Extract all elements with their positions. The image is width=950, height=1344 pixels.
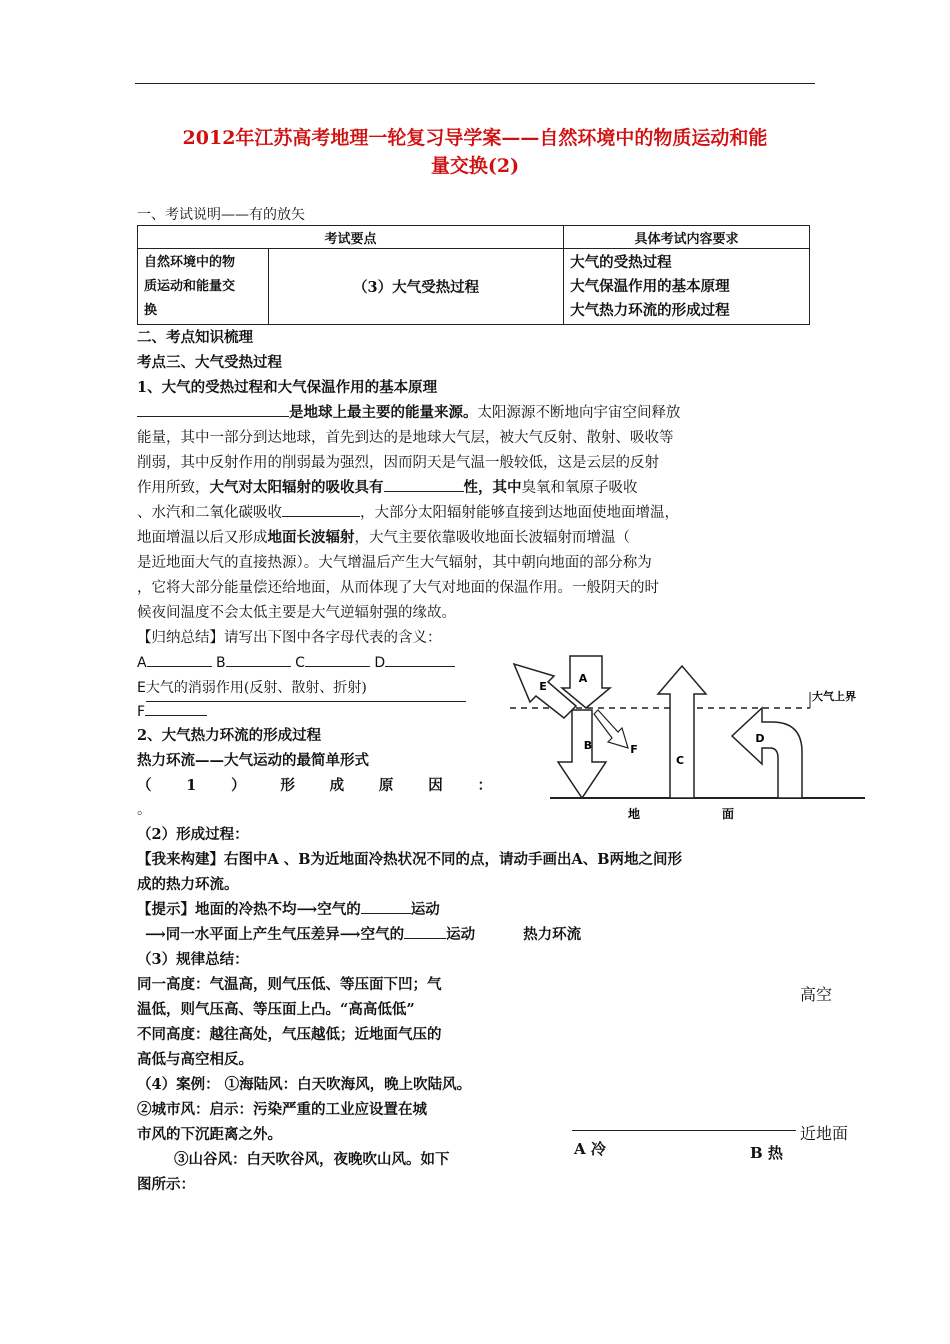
- letter-label: F: [137, 704, 146, 720]
- arrow-right-icon: ⟶: [339, 926, 361, 943]
- cause-char: 成: [329, 777, 345, 794]
- letter-f-row: [137, 700, 207, 725]
- letter-label: E: [137, 680, 146, 696]
- para-line-6: [137, 526, 630, 551]
- letter-label: A: [137, 655, 147, 671]
- letters-row-abcd: [137, 651, 455, 676]
- section-exam-description: 一、考试说明——有的放矢: [137, 207, 305, 223]
- formation-cause: [137, 774, 492, 799]
- table-cell-topic: [138, 249, 269, 325]
- ground-label: 面: [722, 807, 735, 821]
- arrow-d: [732, 708, 802, 798]
- para-line-2: 能量，其中一部分到达地球，首先到达的是地球大气层，被大气反射、散射、吸收等: [137, 430, 674, 446]
- cause-char: （: [137, 777, 152, 794]
- label-a-cold: A 冷: [574, 1140, 606, 1158]
- case-line: （4）案例： ①海陆风：白天吹海风，晚上吹陆风。: [137, 1076, 472, 1093]
- upper-boundary-label: 大气上界: [812, 690, 856, 703]
- para-text: 太阳源源不断地向宇宙空间释放: [477, 405, 681, 421]
- construct-line-2: 成的热力环流。: [137, 876, 239, 893]
- hint-text: 【提示】地面的冷热不均: [137, 901, 297, 918]
- label-near-ground: 近地面: [800, 1124, 849, 1143]
- letter-label: B: [216, 655, 226, 671]
- cause-char: 形: [280, 777, 295, 794]
- hint-line-2: [145, 923, 581, 948]
- para-bold: 大气对太阳辐射的吸收具有: [209, 479, 384, 496]
- para-text: 作用所致，: [137, 480, 210, 496]
- para-line-8: ，它将大部分能量偿还给地面，从而体现了大气对地面的保温作用。一般阴天的时: [137, 580, 659, 596]
- para-line-9: 候夜间温度不会太低主要是大气逆辐射强的缘故。: [137, 605, 456, 621]
- answer-blank[interactable]: [305, 652, 370, 667]
- arrow-right-icon: ⟶: [145, 926, 166, 943]
- cause-answer-dot: 。: [137, 802, 152, 818]
- rule-heading: （3）规律总结：: [137, 951, 249, 968]
- topic-line: 自然环境中的物: [144, 254, 236, 270]
- rule-line: 温低，则气压高、等压面上凸。“高高低低”: [137, 1001, 415, 1018]
- rule-line: 高低与高空相反。: [137, 1051, 253, 1068]
- diagram-letter: D: [755, 732, 765, 745]
- answer-blank[interactable]: [226, 652, 291, 667]
- arrow-right-icon: ⟶: [296, 901, 318, 918]
- hint-line-1: [137, 898, 440, 923]
- title-line-1: 2012年江苏高考地理一轮复习导学案——自然环境中的物质运动和能: [182, 127, 768, 149]
- requirement-item: 大气保温作用的基本原理: [570, 277, 730, 295]
- table-header-requirements: 具体考试内容要求: [564, 226, 810, 249]
- answer-blank[interactable]: [404, 924, 446, 939]
- label-b-hot: B 热: [750, 1144, 783, 1162]
- requirement-item: 大气的受热过程: [570, 253, 672, 271]
- para-bold: 性，其中: [463, 479, 522, 496]
- hint-text: 热力环流: [523, 926, 582, 943]
- para-text: ，大部分太阳辐射能够直接到达地面使地面增温，: [360, 505, 679, 521]
- answer-blank[interactable]: [145, 701, 207, 716]
- section-knowledge: 二、考点知识梳理: [137, 329, 253, 346]
- kaodian-heading: 考点三、大气受热过程: [137, 354, 282, 371]
- construct-line-1: 【我来构建】右图中A 、B为近地面冷热状况不同的点，请动手画出A、B两地之间形: [137, 851, 683, 868]
- para-bold: 地面长波辐射: [267, 529, 355, 546]
- subheading-circulation: 2、大气热力环流的形成过程: [137, 727, 322, 744]
- cause-char: ：: [477, 777, 492, 794]
- hint-text: 同一水平面上产生气压差异: [165, 926, 340, 943]
- near-ground-line: [572, 1130, 796, 1131]
- hint-text: 空气的: [360, 926, 405, 943]
- summary-prompt: 【归纳总结】请写出下图中各字母代表的含义：: [137, 630, 442, 646]
- exam-requirements-table: [137, 225, 810, 325]
- subheading-heating-process: 1、大气的受热过程和大气保温作用的基本原理: [137, 379, 438, 396]
- answer-blank[interactable]: [385, 652, 455, 667]
- topic-line: 质运动和能量交: [144, 278, 236, 294]
- letter-e-row: [137, 676, 466, 702]
- case-line: 图所示：: [137, 1176, 195, 1193]
- table-cell-requirements: [564, 249, 810, 325]
- header-rule: [135, 83, 815, 84]
- cause-char: ）: [231, 777, 246, 794]
- atmospheric-heating-diagram: [510, 652, 875, 824]
- formation-process: （2）形成过程：: [137, 826, 249, 843]
- topic-line: 换: [144, 302, 158, 318]
- label-high-altitude: 高空: [800, 985, 833, 1004]
- diagram-letter: B: [583, 739, 593, 752]
- para-text: 、水汽和二氧化碳吸收: [137, 505, 282, 521]
- cause-char: 原: [378, 777, 394, 794]
- arrow-c: [658, 666, 706, 798]
- document-title: [135, 124, 815, 180]
- hint-text: 运动: [446, 926, 476, 943]
- rule-line: 不同高度：越往高处，气压越低；近地面气压的: [137, 1026, 442, 1043]
- answer-blank[interactable]: [384, 477, 464, 492]
- case-line: 市风的下沉距离之外。: [137, 1126, 282, 1143]
- diagram-letter: C: [675, 754, 685, 767]
- answer-blank[interactable]: [147, 652, 212, 667]
- e-answer: 大气的消弱作用(反射、散射、折射): [146, 676, 466, 702]
- table-cell-point: （3）大气受热过程: [269, 249, 564, 325]
- rule-line: 同一高度：气温高，则气压低、等压面下凹；气: [137, 976, 442, 993]
- answer-blank[interactable]: [282, 502, 360, 517]
- ground-label: 地: [628, 807, 641, 821]
- hint-text: 运动: [410, 901, 440, 918]
- letter-label: C: [295, 655, 305, 671]
- answer-blank[interactable]: [137, 402, 289, 417]
- table-header-points: 考试要点: [138, 226, 564, 249]
- cause-char: 1: [186, 777, 197, 794]
- para-line-1: [137, 401, 681, 426]
- diagram-letter: A: [578, 672, 588, 685]
- para-text: 臭氧和氧原子吸收: [521, 480, 638, 496]
- requirement-item: 大气热力环流的形成过程: [570, 301, 730, 319]
- arrow-b: [558, 710, 606, 798]
- para-line-7: 是近地面大气的直接热源）。大气增温后产生大气辐射，其中朝向地面的部分称为: [137, 555, 652, 571]
- arrow-f: [594, 710, 628, 748]
- circulation-definition: 热力环流——大气运动的最简单形式: [137, 752, 369, 769]
- para-line-4: [137, 476, 638, 501]
- letter-label: D: [374, 655, 386, 671]
- cause-char: 因: [428, 777, 443, 794]
- para-line-5: [137, 501, 679, 526]
- case-line: ②城市风：启示：污染严重的工业应设置在城: [137, 1101, 427, 1118]
- para-line-3: 削弱，其中反射作用的削弱最为强烈，因而阴天是气温一般较低，这是云层的反射: [137, 455, 659, 471]
- answer-blank[interactable]: [361, 899, 411, 914]
- diagram-letter: E: [539, 680, 547, 693]
- diagram-letter: F: [630, 743, 638, 756]
- hint-text: 空气的: [317, 901, 361, 918]
- title-line-2: 量交换(2): [430, 155, 520, 177]
- para-text: 地面增温以后又形成: [137, 530, 268, 546]
- para-bold: 是地球上最主要的能量来源。: [289, 404, 478, 421]
- case-line: ③山谷风：白天吹谷风，夜晚吹山风。如下: [174, 1151, 450, 1168]
- para-text: ，大气主要依靠吸收地面长波辐射而增温（: [354, 530, 630, 546]
